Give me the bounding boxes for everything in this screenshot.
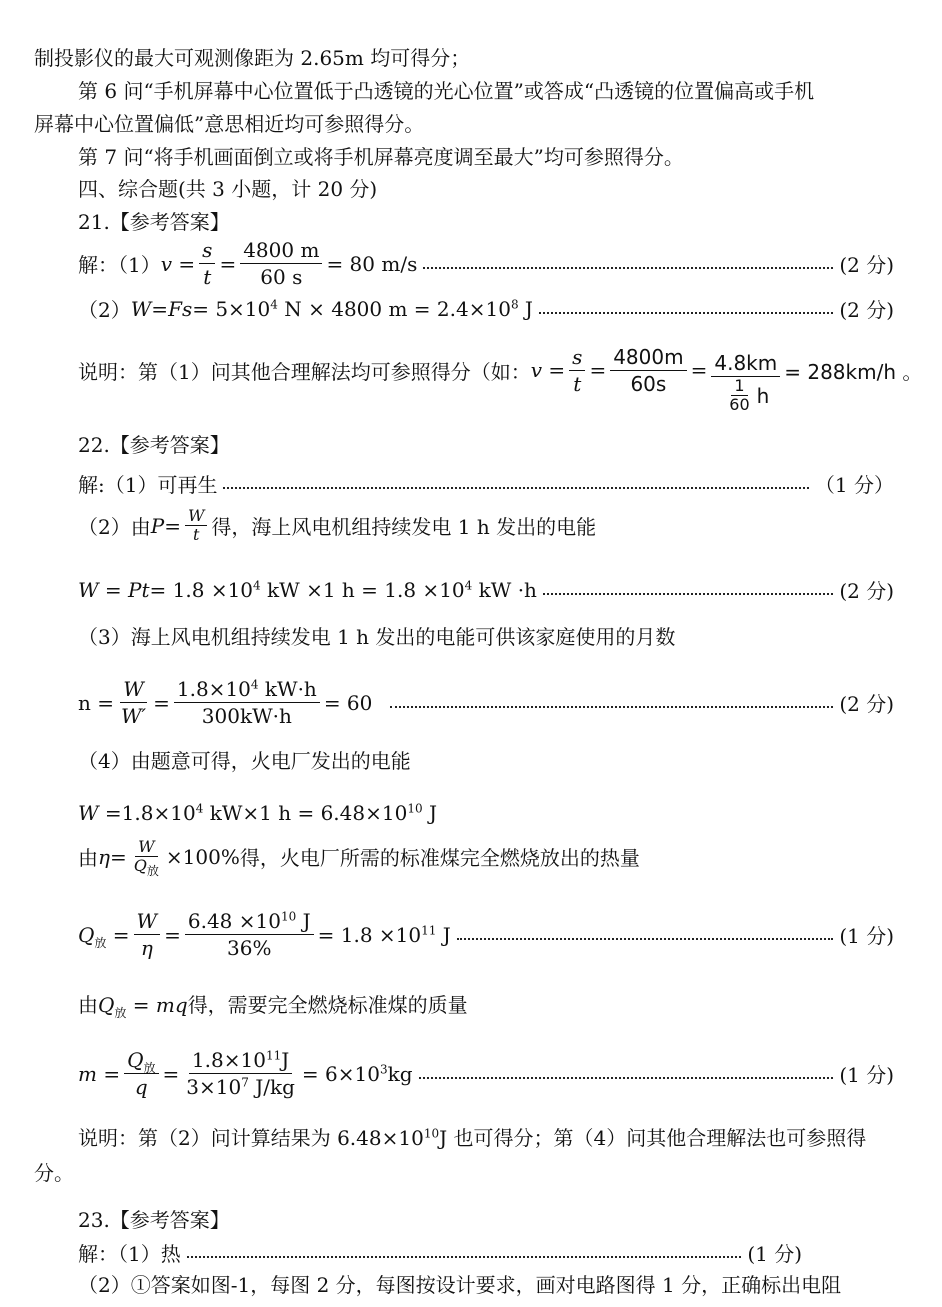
equals: = xyxy=(151,296,169,321)
equals: = xyxy=(98,577,129,602)
denominator: $Q_放$ xyxy=(133,856,159,879)
variable: v xyxy=(530,358,543,382)
note-line: 分。 xyxy=(34,1161,74,1185)
variable: P xyxy=(150,513,165,538)
equals: = xyxy=(106,922,130,947)
text-line: 第 6 问“手机屏幕中心位置低于凸透镜的光心位置”或答成“凸透镜的位置偏高或手机 xyxy=(78,79,815,103)
answer-prefix: （2） xyxy=(78,298,131,322)
fraction xyxy=(711,350,780,414)
equals: = xyxy=(109,844,127,869)
answer-prefix: 解：（1）热 xyxy=(78,1242,181,1266)
text-line: （2）①答案如图-1，每图 2 分，每图按设计要求，画对电路图得 1 分，正确标出电阻 xyxy=(78,1273,842,1297)
question-title: 23.【参考答案】 xyxy=(78,1208,230,1232)
numerator: $1.8\times 10^4$ kW·h xyxy=(174,676,320,703)
score: (2 分) xyxy=(839,579,894,603)
dotted-leader xyxy=(423,267,833,269)
answer-line xyxy=(78,837,894,879)
denominator: W′ xyxy=(121,704,147,728)
result: = $1.8 \times 10^{11}$ J xyxy=(317,922,451,947)
answer-prefix: 解:（1）可再生 xyxy=(78,473,218,497)
variable: n = xyxy=(78,690,114,715)
variable: W xyxy=(78,801,99,825)
answer-line xyxy=(78,507,894,544)
numerator: W xyxy=(185,507,207,526)
numerator: W xyxy=(135,838,157,857)
numerator: $Q_放$ xyxy=(124,1047,158,1074)
result: = 288km/h 。 xyxy=(784,359,923,384)
dotted-leader xyxy=(223,487,808,489)
denominator: 60 s xyxy=(260,265,303,289)
variable: η xyxy=(98,844,110,869)
score: (2 分) xyxy=(839,298,894,322)
equals: = xyxy=(162,1061,180,1086)
answer-line xyxy=(78,1047,894,1100)
fraction xyxy=(134,908,161,961)
denominator: 36% xyxy=(227,936,272,960)
fraction xyxy=(183,1047,298,1100)
text-line: （3）海上风电机组持续发电 1 h 发出的电能可供该家庭使用的月数 xyxy=(78,625,676,649)
expression: = $5\times 10^4$ N × 4800 $m = 2.4\times 10^8$ J xyxy=(192,296,533,321)
unit: h xyxy=(756,383,770,408)
equals: = xyxy=(219,251,237,276)
fraction xyxy=(185,908,314,961)
answer-line xyxy=(78,575,894,604)
variable: v xyxy=(160,251,173,276)
denominator: 300kW·h xyxy=(201,704,292,728)
dotted-leader xyxy=(187,1256,742,1258)
equals: = xyxy=(164,513,181,538)
variable: $Q_放$ xyxy=(78,922,107,950)
equals: = xyxy=(153,690,170,715)
denominator: 60s xyxy=(630,371,667,396)
denominator: t xyxy=(192,525,200,544)
fraction xyxy=(131,837,162,879)
text: ×100% xyxy=(165,844,240,869)
text-line: 第 7 问“将手机画面倒立或将手机屏幕亮度调至最大”均可参照得分。 xyxy=(78,145,684,169)
answer-prefix: 解：（1） xyxy=(78,253,161,277)
variable: m xyxy=(78,1061,97,1086)
numerator: $1.8\times 10^{11}J$ xyxy=(189,1047,292,1074)
variable: W xyxy=(130,296,152,321)
fraction xyxy=(124,1047,158,1100)
numerator: 1 xyxy=(731,377,747,396)
answer-prefix: （2）由 xyxy=(78,515,151,539)
numerator: W xyxy=(120,676,147,703)
dotted-leader xyxy=(543,593,833,595)
fraction xyxy=(726,377,752,414)
fraction xyxy=(569,344,585,397)
dotted-leader xyxy=(390,706,833,708)
denominator xyxy=(719,377,772,414)
text: 得，火电厂所需的标准煤完全燃烧放出的热量 xyxy=(239,846,640,870)
fraction xyxy=(185,507,207,544)
text-line: 屏幕中心位置偏低”意思相近均可参照得分。 xyxy=(34,112,425,136)
answer-line xyxy=(78,237,894,290)
note-line xyxy=(78,338,923,414)
equals: = xyxy=(690,358,708,382)
equation-line: $W =1.8\times 10^4$ kW×1 $h = 6.48\times 10^{10}$ J xyxy=(78,801,437,825)
numerator: s xyxy=(569,344,585,371)
denominator: t xyxy=(203,265,212,289)
variable: W xyxy=(78,577,99,602)
equals: = xyxy=(542,358,566,382)
variable: Pt xyxy=(128,577,150,602)
answer-line xyxy=(78,294,894,323)
answer-line xyxy=(78,469,894,498)
score: (1 分) xyxy=(839,924,894,948)
dotted-leader xyxy=(419,1077,834,1079)
answer-line xyxy=(78,908,894,961)
denominator: η xyxy=(140,936,153,960)
variable: Fs xyxy=(168,296,193,321)
dotted-leader xyxy=(457,938,834,940)
fraction xyxy=(174,676,320,729)
result: = 60 xyxy=(323,690,373,715)
denominator: q xyxy=(134,1075,148,1099)
numerator: W xyxy=(134,908,161,935)
denominator: 60 xyxy=(729,395,750,414)
denominator: t xyxy=(573,371,582,396)
answer-line xyxy=(78,1238,802,1267)
text: 得，海上风电机组持续发电 1 h 发出的电能 xyxy=(211,515,597,539)
equals: = xyxy=(589,358,607,382)
section-heading: 四、综合题(共 3 小题，计 20 分) xyxy=(78,177,378,201)
denominator: $3\times 10^7$ J/kg xyxy=(186,1075,295,1099)
question-title: 21.【参考答案】 xyxy=(78,210,230,234)
fraction xyxy=(118,676,149,729)
result: = $6\times 10^3kg$ xyxy=(301,1061,413,1086)
fraction xyxy=(240,237,322,290)
score: (2 分) xyxy=(839,692,894,716)
numerator: 4.8km xyxy=(711,350,780,377)
dotted-leader xyxy=(539,312,833,314)
score: (1 分) xyxy=(747,1242,802,1266)
expression: = $1.8 \times 10^4$ kW ×1 $h = 1.8 \times 10^4$ kW ·h xyxy=(149,577,537,602)
question-title: 22.【参考答案】 xyxy=(78,433,230,457)
numerator: $6.48 \times 10^{10}$ J xyxy=(185,908,314,935)
numerator: 4800 m xyxy=(240,237,322,264)
equals: = xyxy=(164,922,181,947)
text-line: （4）由题意可得，火电厂发出的电能 xyxy=(78,749,411,773)
fraction xyxy=(199,237,215,290)
text-line: 制投影仪的最大可观测像距为 2.65m 均可得分； xyxy=(34,46,471,70)
equals: = xyxy=(172,251,196,276)
result: = 80 m/s xyxy=(326,251,418,276)
answer-line xyxy=(78,676,894,729)
fraction xyxy=(610,344,686,397)
note-line: 说明：第（2）问计算结果为 $6.48\times 10^{10}J$ 也可得分；第（4）问其他合理解法也可参照得 xyxy=(78,1126,867,1150)
text: 由 xyxy=(78,846,98,870)
equation-line: 由$Q_放$ = mq得，需要完全燃烧标准煤的质量 xyxy=(78,993,468,1020)
score: (1 分) xyxy=(839,1063,894,1087)
equals: = xyxy=(96,1061,121,1086)
score: (2 分) xyxy=(839,253,894,277)
note-text: 说明：第（1）问其他合理解法均可参照得分（如： xyxy=(78,359,531,384)
score: （1 分） xyxy=(814,473,894,497)
numerator: s xyxy=(199,237,215,264)
numerator: 4800m xyxy=(610,344,686,371)
